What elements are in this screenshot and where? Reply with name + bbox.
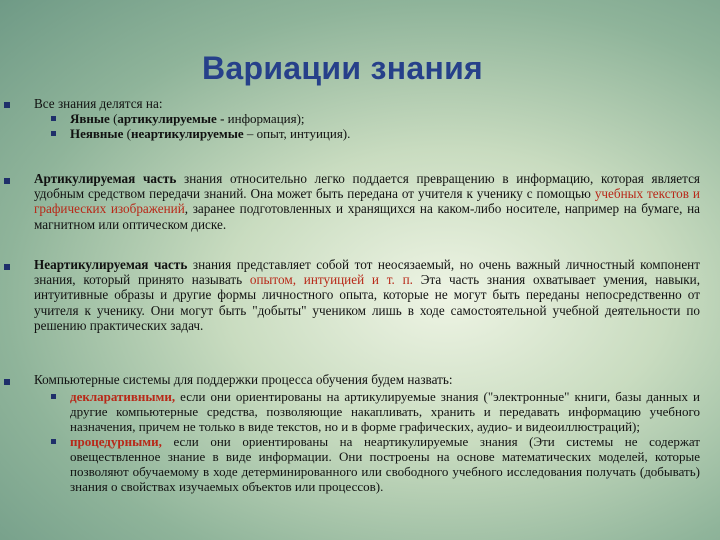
bullet-square-icon	[4, 379, 10, 385]
text-fragment: Эта часть знания охватывает умения, навыки, интуитивные образы и другие формы личностного опыта, которые не могут быть переданы непосредственно от учителя к ученику. Они могут быть "добыты" учеником лишь в ходе самостоятельной учебной деятельности по решению практических задач.	[34, 272, 700, 333]
paragraph-knowledge-types	[34, 96, 700, 141]
term-articulated: артикулируемые -	[117, 111, 225, 127]
paragraph-articulated	[34, 171, 700, 232]
bullet-square-icon	[51, 439, 56, 444]
highlight-text: опытом, интуицией и т. п.	[249, 272, 413, 288]
text-fragment: (	[109, 111, 118, 127]
text-fragment: информация);	[224, 111, 305, 127]
bullet-square-icon	[51, 394, 56, 399]
term-declarative: декларативными,	[70, 389, 176, 405]
text-fragment: если они ориентированы на неартикулируемые знания (Эти системы не содержат овеществленное знание в виде информации. Они построены на основе математических моделей, которые позволяют обучаемому в ходе детерминированного или свободного учебного исследования получать (добывать) знания о свойствах изучаемых объектов или процессов).	[70, 434, 700, 495]
bullet-square-icon	[4, 264, 10, 270]
term-articulated-part: Артикулируемая часть	[34, 171, 177, 186]
bullet-square-icon	[4, 102, 10, 108]
text-fragment: , заранее подготовленных и хранящихся на каком-либо носителе, например на бумаге, на магнитном или оптическом диске.	[34, 201, 700, 232]
term-nonarticulated-part: Неартикулируемая часть	[34, 257, 188, 272]
text-fragment: знания относительно легко поддается превращению в информацию, которая является удобным средством передачи знаний. Она может быть передана от учителя к ученику с помощью	[34, 171, 700, 202]
bullet-square-icon	[51, 116, 56, 121]
term-nonarticulated: неартикулируемые	[130, 126, 244, 142]
term-procedural: процедурными,	[70, 434, 162, 450]
text-fragment: если они ориентированы на артикулируемые знания ("электронные" книги, базы данных и другие компьютерные средства, позволяющие накапливать, хранить и передавать информацию учебного назначения, причем не только в виде текстов, но и в форме графических, аудио- и видеоиллюстраций);	[70, 389, 700, 435]
list-item	[34, 126, 700, 141]
bullet-square-icon	[4, 178, 10, 184]
list-item	[34, 434, 700, 494]
paragraph-computer-systems	[34, 372, 700, 494]
list-item	[34, 111, 700, 126]
paragraph-lead: Компьютерные системы для поддержки процесса обучения будем назвать:	[34, 372, 453, 387]
slide-title: Вариации знания	[201, 50, 484, 86]
term-explicit: Явные	[70, 111, 110, 127]
highlight-text: учебных текстов и графических изображений	[34, 186, 700, 217]
text-fragment: знания представляет собой тот неосязаемый, но очень важный личностный компонент знания, который принято называть	[34, 257, 700, 288]
text-fragment: (	[123, 126, 131, 142]
bullet-square-icon	[51, 131, 56, 136]
text-fragment: – опыт, интуиция).	[243, 126, 351, 142]
list-item	[34, 389, 700, 434]
paragraph-lead: Все знания делятся на:	[34, 96, 163, 111]
term-implicit: Неявные	[70, 126, 124, 142]
paragraph-nonarticulated	[34, 257, 700, 333]
